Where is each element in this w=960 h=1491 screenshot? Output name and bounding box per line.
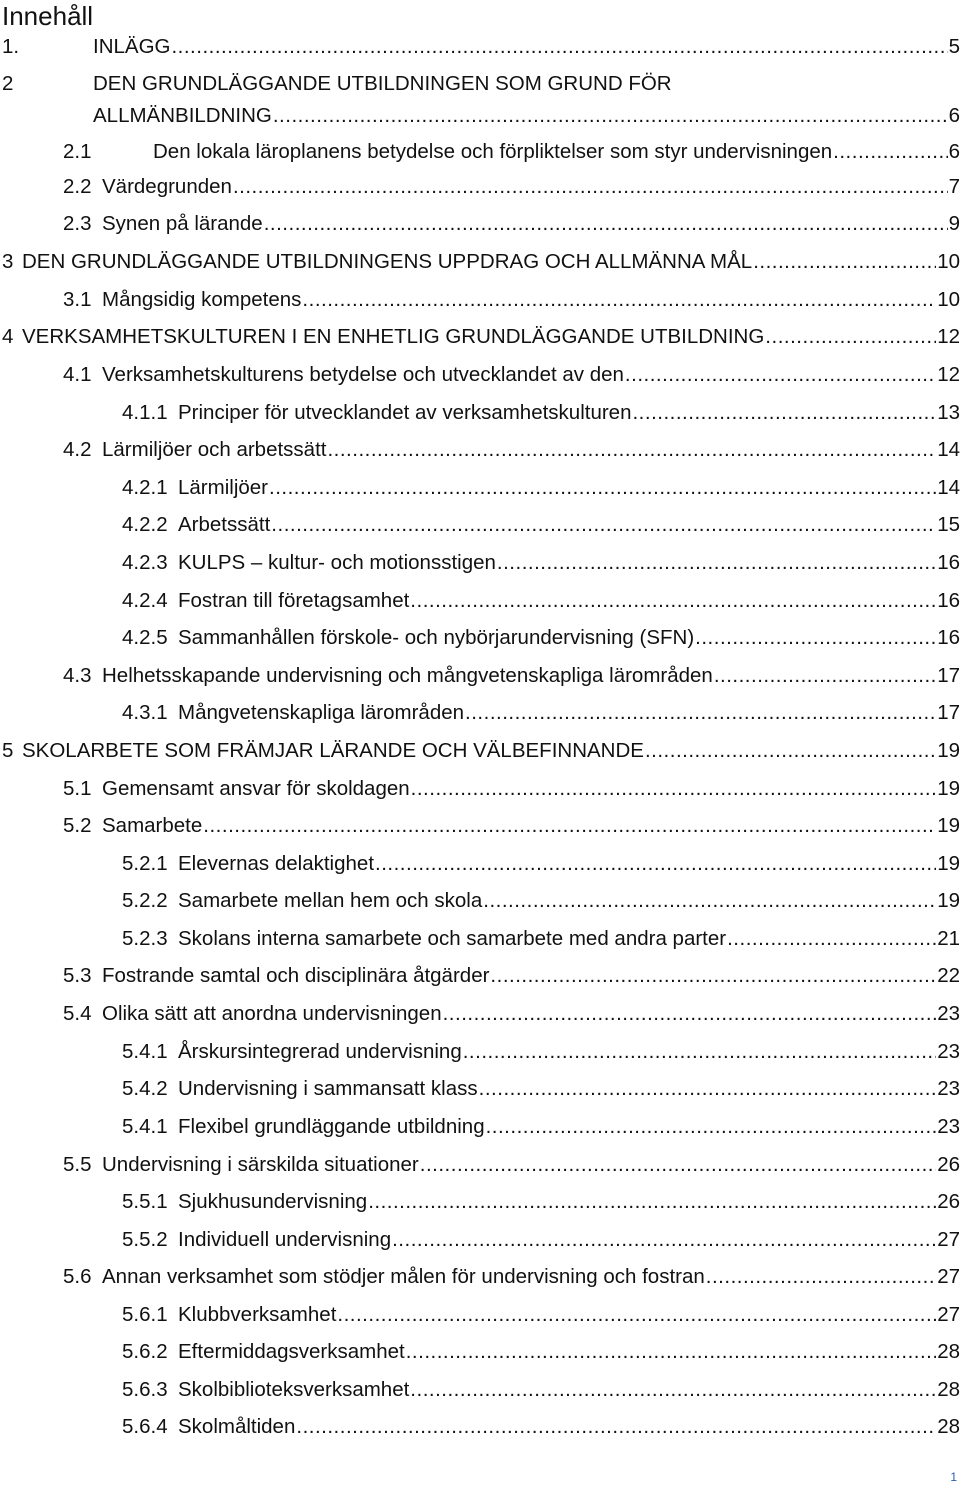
toc-entry-title: Samarbete [102,814,203,837]
toc-entry-page: 28 [937,1415,960,1438]
toc-entry[interactable] [63,288,960,312]
dot-leader [463,1040,936,1064]
toc-entry[interactable] [122,701,960,725]
dot-leader [392,1228,936,1252]
toc-entry-number: 4.2 [63,438,92,461]
toc-entry-title: SKOLARBETE SOM FRÄMJAR LÄRANDE OCH VÄLBEFINNANDE [22,739,644,762]
toc-entry-page: 10 [937,288,960,311]
toc-entry-title: Skolmåltiden [178,1415,296,1438]
toc-entry-title: Årskursintegrerad undervisning [178,1040,462,1063]
toc-entry-number: 4.2.5 [122,626,168,649]
page-number: 1 [950,1470,957,1484]
dot-leader [625,363,936,387]
toc-entry-number: 5.5.2 [122,1228,168,1251]
toc-entry-title: Gemensamt ansvar för skoldagen [102,777,410,800]
toc-entry-page: 17 [937,664,960,687]
toc-entry[interactable] [122,1077,960,1101]
toc-entry[interactable] [122,927,960,951]
toc-entry-number: 5.2 [63,814,92,837]
toc-entry-title: Individuell undervisning [178,1228,392,1251]
toc-entry-number: 5 [2,739,14,762]
toc-entry[interactable] [2,35,960,59]
dot-leader [479,1077,937,1101]
toc-entry-page: 27 [937,1228,960,1251]
dot-leader [410,1378,936,1402]
toc-entry-number: 2.3 [63,212,92,235]
toc-entry-title: Skolbiblioteksverksamhet [178,1378,410,1401]
toc-entry-number: 2.2 [63,175,92,198]
toc-entry-number: 5.1 [63,777,92,800]
toc-entry-number: 5.6.2 [122,1340,168,1363]
toc-entry[interactable] [122,1190,960,1214]
dot-leader [420,1153,936,1177]
toc-entry-page: 14 [937,476,960,499]
toc-entry-number: 5.6.4 [122,1415,168,1438]
toc-entry[interactable] [2,72,960,128]
toc-entry-title: INLÄGG [93,35,171,58]
toc-entry[interactable] [2,325,960,349]
toc-entry[interactable] [63,1153,960,1177]
toc-entry[interactable] [122,852,960,876]
toc-entry-number: 4.1 [63,363,92,386]
toc-entry[interactable] [2,739,960,763]
toc-entry-number: 5.2.1 [122,852,168,875]
toc-entry-title: Principer för utvecklandet av verksamhetskulturen [178,401,632,424]
toc-entry-title: Den lokala läroplanens betydelse och förpliktelser som styr undervisningen [153,140,833,163]
dot-leader [368,1190,936,1214]
toc-entry-page: 10 [937,250,960,273]
toc-entry-number: 5.4.2 [122,1077,168,1100]
toc-entry-page: 27 [937,1303,960,1326]
dot-leader [706,1265,936,1289]
toc-entry-title: DEN GRUNDLÄGGANDE UTBILDNINGEN SOM GRUND FÖR [93,72,672,95]
dot-leader [727,927,936,951]
toc-entry[interactable] [63,664,960,688]
toc-heading: Innehåll [2,1,94,31]
toc-entry-number: 4.3 [63,664,92,687]
toc-entry-number: 4 [2,325,14,348]
toc-entry[interactable] [122,476,960,500]
toc-entry-page: 12 [937,325,960,348]
toc-entry[interactable] [122,513,960,537]
toc-entry-page: 23 [937,1040,960,1063]
toc-entry-number: 1. [2,35,20,58]
toc-entry-page: 19 [937,889,960,912]
dot-leader [375,852,936,876]
dot-leader [497,551,936,575]
dot-leader [443,1002,937,1026]
toc-entry-page: 15 [937,513,960,536]
toc-entry-number: 3.1 [63,288,92,311]
dot-leader [490,964,936,988]
toc-entry-title: Mångsidig kompetens [102,288,302,311]
toc-entry-title: Fostran till företagsamhet [178,589,410,612]
toc-entry[interactable] [63,1002,960,1026]
toc-entry-title: Klubbverksamhet [178,1303,337,1326]
toc-entry-page: 23 [937,1115,960,1138]
toc-entry-page: 13 [937,401,960,424]
toc-entry-number: 2.1 [63,140,92,163]
toc-entry-page: 14 [937,438,960,461]
toc-entry-title: Samarbete mellan hem och skola [178,889,483,912]
toc-entry-title: Eftermiddagsverksamhet [178,1340,405,1363]
toc-entry-title: KULPS – kultur- och motionsstigen [178,551,496,574]
dot-leader [271,513,936,537]
toc-entry[interactable] [122,551,960,575]
toc-entry-page: 6 [948,104,960,127]
toc-entry[interactable] [63,438,960,462]
toc-entry-page: 28 [937,1378,960,1401]
toc-entry-page: 21 [937,927,960,950]
toc-entry-title: DEN GRUNDLÄGGANDE UTBILDNINGENS UPPDRAG OCH ALLMÄNNA MÅL [22,250,753,273]
dot-leader [337,1303,936,1327]
toc-entry-title: Mångvetenskapliga lärområden [178,701,465,724]
toc-entry-title: Sjukhusundervisning [178,1190,368,1213]
toc-entry-page: 16 [937,589,960,612]
toc-entry[interactable] [122,626,960,650]
toc-entry-page: 26 [937,1153,960,1176]
toc-entry[interactable] [63,140,960,164]
toc-entry[interactable] [122,589,960,613]
toc-entry-number: 5.2.3 [122,927,168,950]
toc-entry[interactable] [63,212,960,236]
dot-leader [714,664,936,688]
toc-entry-title: Annan verksamhet som stödjer målen för undervisning och fostran [102,1265,705,1288]
toc-entry-page: 17 [937,701,960,724]
toc-entry-page: 27 [937,1265,960,1288]
toc-entry[interactable] [63,964,960,988]
toc-entry-title: Synen på lärande [102,212,263,235]
dot-leader [410,589,936,613]
dot-leader [765,325,936,349]
toc-entry-title: Värdegrunden [102,175,232,198]
toc-entry-number: 5.6.1 [122,1303,168,1326]
toc-entry-title: Olika sätt att anordna undervisningen [102,1002,442,1025]
toc-entry-title: VERKSAMHETSKULTUREN I EN ENHETLIG GRUNDLÄGGANDE UTBILDNING [22,325,765,348]
toc-entry-number: 5.5 [63,1153,92,1176]
toc-entry-number: 5.6 [63,1265,92,1288]
toc-entry-title: Lärmiljöer och arbetssätt [102,438,327,461]
toc-entry-page: 22 [937,964,960,987]
toc-entry-page: 9 [948,212,960,235]
toc-entry-page: 19 [937,814,960,837]
toc-entry-number: 5.4 [63,1002,92,1025]
toc-entry-page: 16 [937,626,960,649]
toc-entry-page: 12 [937,363,960,386]
dot-leader [406,1340,936,1364]
toc-entry[interactable] [63,814,960,838]
toc-entry-number: 3 [2,250,14,273]
toc-entry-title: Fostrande samtal och disciplinära åtgärder [102,964,490,987]
dot-leader [171,35,947,59]
toc-entry-page: 23 [937,1002,960,1025]
dot-leader [302,288,936,312]
dot-leader [233,175,948,199]
toc-entry-page: 6 [948,140,960,163]
toc-entry[interactable] [122,1340,960,1364]
toc-entry[interactable] [2,250,960,274]
dot-leader [833,140,947,164]
toc-entry[interactable] [122,1228,960,1252]
toc-entry[interactable] [122,1378,960,1402]
toc-entry-title: Skolans interna samarbete och samarbete med andra parter [178,927,727,950]
dot-leader [465,701,936,725]
toc-entry[interactable] [63,1265,960,1289]
toc-entry-title: Flexibel grundläggande utbildning [178,1115,485,1138]
toc-entry-page: 7 [948,175,960,198]
toc-entry-number: 2 [2,72,14,95]
toc-entry[interactable] [122,401,960,425]
toc-entry[interactable] [63,777,960,801]
toc-entry-title: Undervisning i sammansatt klass [178,1077,478,1100]
dot-leader [327,438,936,462]
toc-entry-number: 4.2.1 [122,476,168,499]
toc-entry-number: 4.2.2 [122,513,168,536]
toc-entry-number: 5.2.2 [122,889,168,912]
toc-entry-title: Verksamhetskulturens betydelse och utvecklandet av den [102,363,624,386]
toc-entry-page: 28 [937,1340,960,1363]
dot-leader [645,739,936,763]
toc-entry-page: 19 [937,852,960,875]
dot-leader [264,212,948,236]
toc-entry[interactable] [122,1303,960,1327]
toc-entry-page: 19 [937,739,960,762]
toc-entry-number: 4.3.1 [122,701,168,724]
toc-entry-number: 5.4.1 [122,1115,168,1138]
toc-entry-number: 4.2.4 [122,589,168,612]
toc-entry-page: 23 [937,1077,960,1100]
toc-entry-title: Arbetssätt [178,513,271,536]
dot-leader [753,250,936,274]
dot-leader [695,626,936,650]
toc-entry-page: 26 [937,1190,960,1213]
toc-entry-page: 19 [937,777,960,800]
toc-entry-title: Sammanhållen förskole- och nybörjarundervisning (SFN) [178,626,695,649]
dot-leader [632,401,936,425]
dot-leader [273,104,948,128]
toc-entry-number: 5.3 [63,964,92,987]
toc-entry-title: Elevernas delaktighet [178,852,375,875]
toc-entry-number: 4.2.3 [122,551,168,574]
dot-leader [296,1415,936,1439]
toc-entry[interactable] [122,1415,960,1439]
toc-entry-title: Undervisning i särskilda situationer [102,1153,419,1176]
dot-leader [269,476,936,500]
toc-entry[interactable] [63,175,960,199]
toc-entry-number: 5.4.1 [122,1040,168,1063]
toc-entry[interactable] [122,1115,960,1139]
toc-entry-number: 5.6.3 [122,1378,168,1401]
dot-leader [486,1115,937,1139]
dot-leader [483,889,936,913]
toc-entry[interactable] [122,1040,960,1064]
dot-leader [411,777,937,801]
toc-entry-page: 16 [937,551,960,574]
toc-entry-number: 5.5.1 [122,1190,168,1213]
toc-entry[interactable] [63,363,960,387]
dot-leader [203,814,936,838]
toc-entry-number: 4.1.1 [122,401,168,424]
toc-entry-title: Lärmiljöer [178,476,268,499]
toc-entry-page: 5 [948,35,960,58]
toc-entry[interactable] [122,889,960,913]
toc-entry-title: Helhetsskapande undervisning och mångvetenskapliga lärområden [102,664,713,687]
toc-entry-title-continued: ALLMÄNBILDNING [93,104,272,127]
